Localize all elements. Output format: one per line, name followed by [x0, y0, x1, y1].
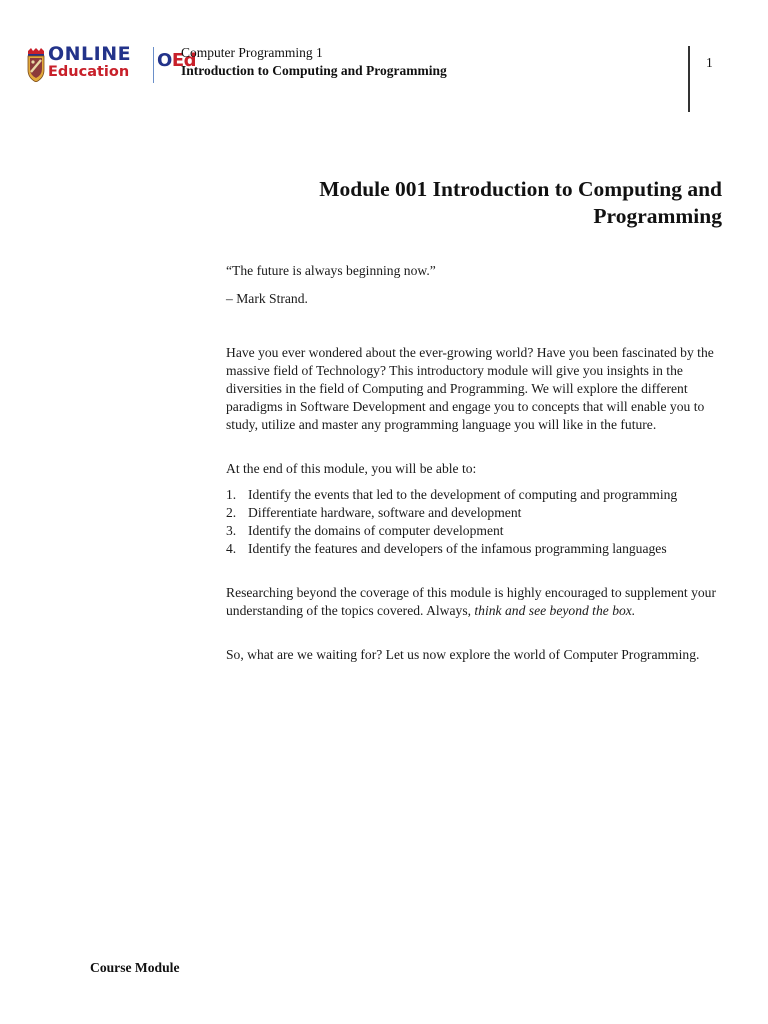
objective-number: 1.	[226, 487, 237, 502]
header-vertical-rule	[688, 46, 690, 112]
logo-education-text: Education	[48, 64, 130, 80]
objective-item	[226, 540, 726, 558]
page-number: 1	[706, 55, 713, 70]
epigraph-quote: “The future is always beginning now.”	[226, 263, 436, 278]
research-emphasis: think and see beyond the box.	[474, 603, 636, 618]
epigraph-author: – Mark Strand.	[226, 291, 308, 306]
objective-item	[226, 522, 726, 540]
course-subtitle: Introduction to Computing and Programming	[181, 63, 447, 78]
objective-number: 3.	[226, 523, 237, 538]
research-text: Researching beyond the coverage of this module is highly encouraged to supplement your understanding of the topics covered. Always,	[226, 585, 716, 618]
objective-text: Identify the features and developers of the infamous programming languages	[248, 541, 667, 556]
logo-divider	[153, 47, 154, 83]
course-name: Computer Programming 1	[181, 45, 323, 60]
objective-text: Differentiate hardware, software and development	[248, 505, 522, 520]
logo-online-text: ONLINE	[48, 43, 132, 65]
logo-oed-text: OEd	[157, 50, 196, 71]
objective-number: 4.	[226, 541, 237, 556]
objectives-lead: At the end of this module, you will be able to:	[226, 461, 477, 476]
closing-paragraph: So, what are we waiting for? Let us now explore the world of Computer Programming.	[226, 647, 700, 662]
research-paragraph	[226, 584, 726, 620]
intro-paragraph: Have you ever wondered about the ever-growing world? Have you been fascinated by the massive field of Technology? This introductory module will give you insights in the diversities in the field of Computing and Programming. We will explore the different paradigms in Software Development and engage you to concepts that will enable you to study, utilize and master any programming language you will like in the future.	[226, 345, 714, 432]
objective-text: Identify the events that led to the development of computing and programming	[248, 487, 678, 502]
module-title: Module 001 Introduction to Computing and Programming	[319, 177, 722, 228]
module-content	[226, 262, 726, 664]
footer-label: Course Module	[90, 960, 180, 975]
running-header	[181, 44, 447, 80]
objective-item	[226, 504, 726, 522]
objective-number: 2.	[226, 505, 237, 520]
university-shield-icon	[26, 48, 46, 82]
objectives-list	[226, 486, 726, 558]
objective-item	[226, 486, 726, 504]
online-education-logo	[26, 43, 196, 86]
objective-text: Identify the domains of computer development	[248, 523, 504, 538]
